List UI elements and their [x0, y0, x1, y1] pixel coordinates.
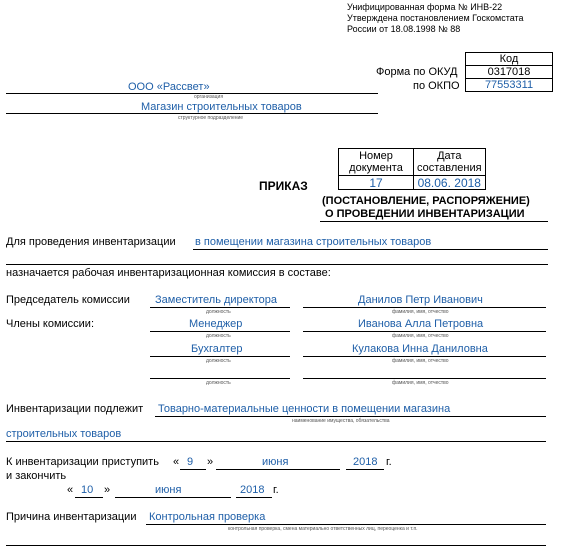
- members-label: Члены комиссии:: [6, 318, 95, 330]
- start-day: 9: [187, 456, 194, 468]
- member3-name-caption: фамилия, имя, отчество: [392, 380, 449, 386]
- subject-label: Инвентаризации подлежит: [6, 403, 144, 415]
- end-month-line: [115, 497, 231, 498]
- subject-value-2: строительных товаров: [6, 428, 122, 440]
- subject-value-1: Товарно-материальные ценности в помещении магазина: [158, 403, 451, 415]
- member2-name-caption: фамилия, имя, отчество: [392, 358, 449, 364]
- subject-caption: наименование имущества, обязательства: [292, 418, 390, 424]
- chair-name-line: [303, 307, 546, 308]
- code-header: Код: [466, 53, 553, 66]
- end-day: 10: [81, 484, 94, 496]
- member3-position-line: [150, 378, 290, 379]
- document-table: [338, 148, 486, 190]
- form-header-line2: Утверждена постановлением Госкомстата: [347, 13, 524, 23]
- start-quote-open: «: [173, 456, 180, 468]
- okpo-label: по ОКПО: [413, 80, 460, 92]
- start-label: К инвентаризации приступить: [6, 456, 159, 468]
- end-year-suffix: г.: [273, 484, 279, 496]
- reason-line-2: [6, 545, 546, 546]
- end-label: и закончить: [6, 470, 67, 482]
- end-year: 2018: [240, 484, 265, 496]
- member1-name: Иванова Алла Петровна: [358, 318, 484, 330]
- member2-position-caption: должность: [206, 358, 231, 364]
- subject-line-1: [155, 416, 546, 417]
- chair-name: Данилов Петр Иванович: [358, 294, 483, 306]
- purpose-value: в помещении магазина строительных товаров: [195, 236, 432, 248]
- start-month: июня: [262, 456, 289, 468]
- purpose-line-2: [6, 264, 548, 265]
- member1-name-line: [303, 331, 546, 332]
- chair-position-caption: должность: [206, 309, 231, 315]
- start-year-line: [346, 469, 384, 470]
- member3-position-caption: должность: [206, 380, 231, 386]
- organization-name: ООО «Рассвет»: [128, 81, 210, 93]
- chair-position: Заместитель директора: [155, 294, 277, 306]
- okpo-value: 77553311: [466, 79, 553, 92]
- member3-name-line: [303, 378, 546, 379]
- member1-name-caption: фамилия, имя, отчество: [392, 333, 449, 339]
- start-year-suffix: г.: [386, 456, 392, 468]
- start-month-line: [216, 469, 340, 470]
- commission-text: назначается рабочая инвентаризационная комиссия в составе:: [6, 267, 331, 279]
- subtitle-underline: [320, 221, 548, 222]
- document-title: ПРИКАЗ: [259, 179, 308, 193]
- okud-label: Форма по ОКУД: [376, 66, 458, 78]
- organization-line: [6, 93, 378, 94]
- code-table: [465, 52, 553, 92]
- end-quote-open: «: [67, 484, 74, 496]
- purpose-line: [193, 249, 548, 250]
- reason-line: [146, 524, 546, 525]
- start-day-line: [180, 469, 206, 470]
- reason-label: Причина инвентаризации: [6, 511, 137, 523]
- member2-name: Кулакова Инна Даниловна: [352, 343, 488, 355]
- chair-name-caption: фамилия, имя, отчество: [392, 309, 449, 315]
- end-quote-close: »: [104, 484, 111, 496]
- document-number: 17: [339, 176, 414, 190]
- member2-name-line: [303, 356, 546, 357]
- number-header: Номер документа: [339, 149, 414, 176]
- document-subtitle2: О ПРОВЕДЕНИИ ИНВЕНТАРИЗАЦИИ: [325, 208, 525, 220]
- division-line: [6, 113, 378, 114]
- member2-position: Бухгалтер: [191, 343, 243, 355]
- member1-position-line: [150, 331, 290, 332]
- chair-label: Председатель комиссии: [6, 294, 130, 306]
- document-subtitle1: (ПОСТАНОВЛЕНИЕ, РАСПОРЯЖЕНИЕ): [322, 195, 530, 207]
- subject-line-2: [6, 441, 546, 442]
- organization-caption: организация: [194, 94, 224, 100]
- reason-value: Контрольная проверка: [149, 511, 266, 523]
- reason-caption: контрольная проверка, смена материально ответственных лиц, переоценка и т.п.: [228, 526, 418, 532]
- form-header-line1: Унифицированная форма № ИНВ-22: [347, 2, 503, 12]
- form-header: [347, 2, 524, 35]
- end-year-line: [236, 497, 272, 498]
- member2-position-line: [150, 356, 290, 357]
- end-day-line: [75, 497, 103, 498]
- member1-position-caption: должность: [206, 333, 231, 339]
- member1-position: Менеджер: [189, 318, 243, 330]
- end-month: июня: [155, 484, 182, 496]
- chair-position-line: [150, 307, 290, 308]
- okud-value: 0317018: [466, 66, 553, 79]
- division-name: Магазин строительных товаров: [141, 101, 302, 113]
- date-header: Дата составления: [414, 149, 486, 176]
- start-quote-close: »: [207, 456, 214, 468]
- document-date: 08.06. 2018: [414, 176, 486, 190]
- purpose-label: Для проведения инвентаризации: [6, 236, 176, 248]
- start-year: 2018: [353, 456, 378, 468]
- form-header-line3: России от 18.08.1998 № 88: [347, 24, 461, 34]
- division-caption: структурное подразделение: [178, 115, 244, 121]
